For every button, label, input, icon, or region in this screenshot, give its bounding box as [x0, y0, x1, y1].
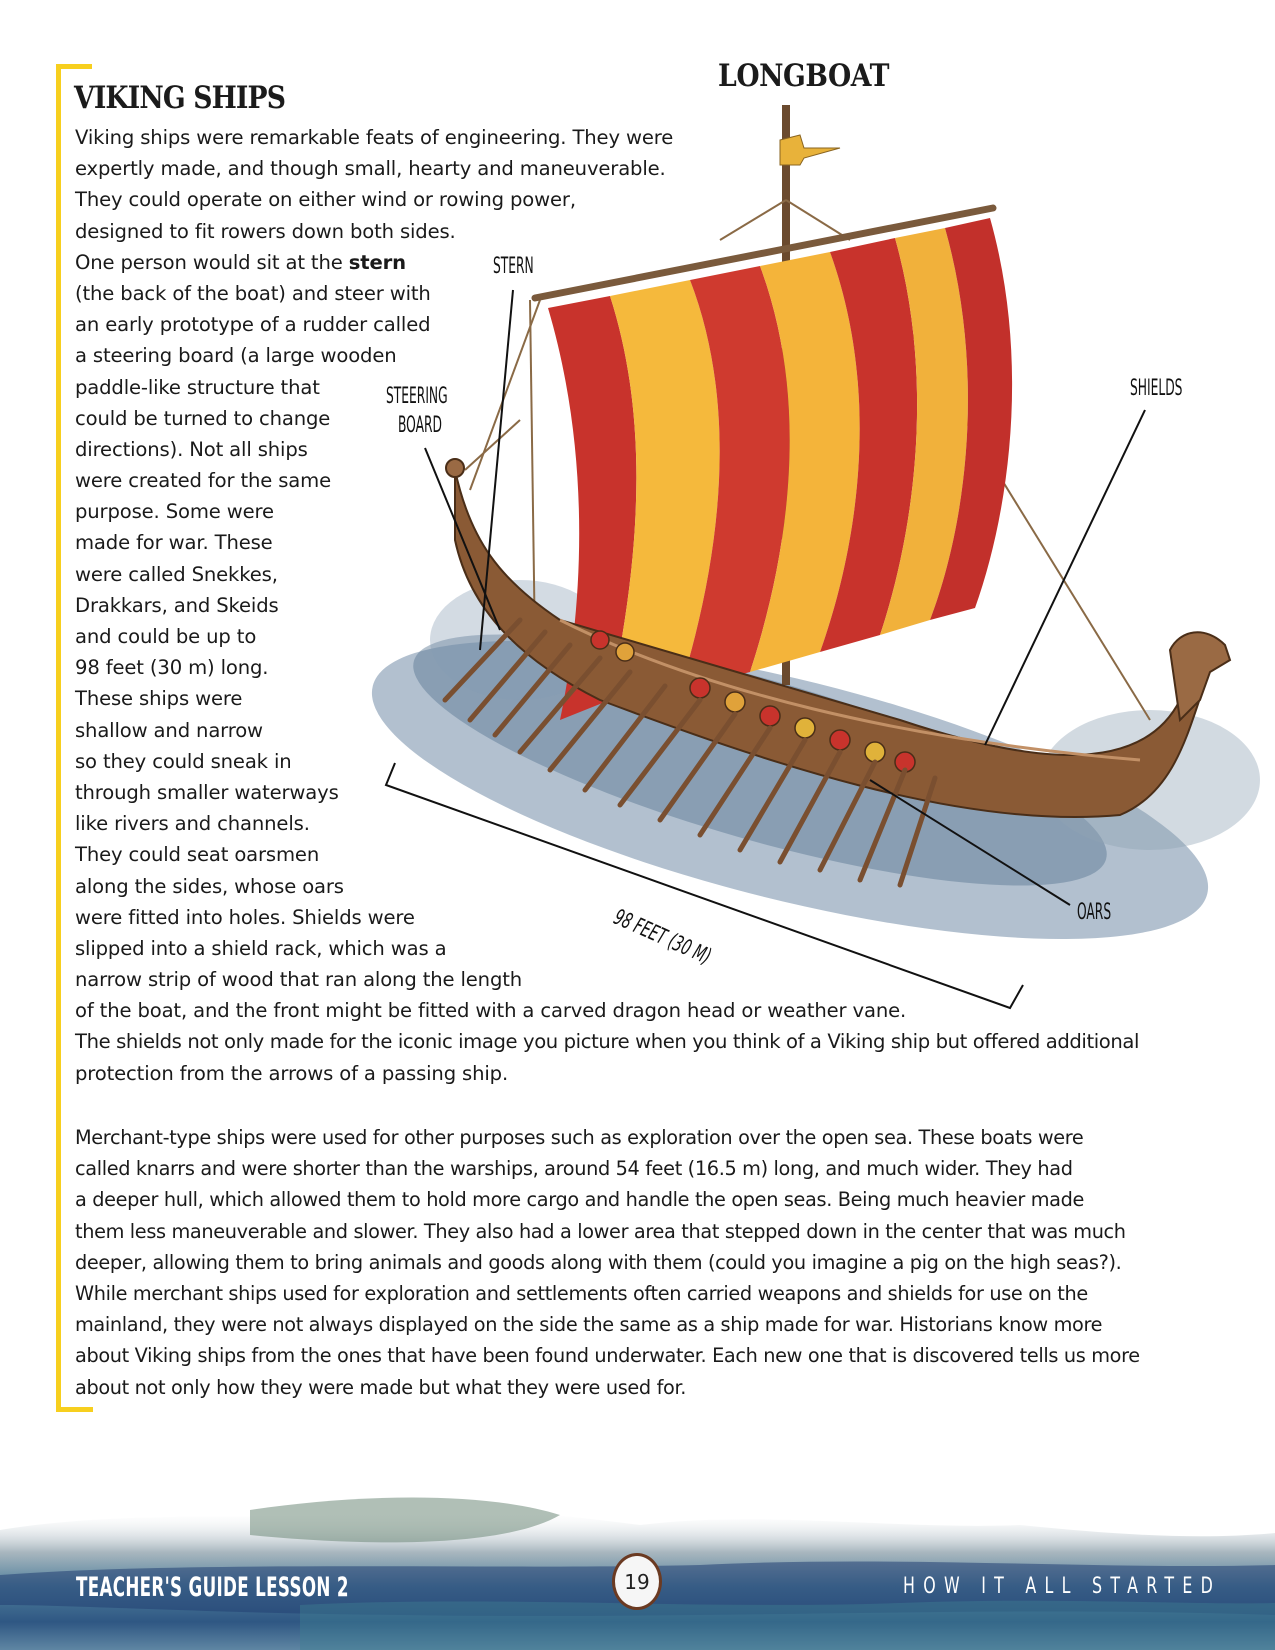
body-line: a steering board (a large wooden: [75, 344, 397, 368]
body-line: deeper, allowing them to bring animals and goods along with them (could you imagine a pig on the high seas?).: [75, 1250, 1122, 1274]
footer-chapter-label: HOW IT ALL STARTED: [903, 1574, 1222, 1599]
body-line: designed to fit rowers down both sides.: [75, 219, 456, 243]
label-oars: OARS: [1077, 900, 1112, 925]
body-line: could be turned to change: [75, 406, 331, 430]
body-line: narrow strip of wood that ran along the length: [75, 968, 523, 992]
body-line: through smaller waterways: [75, 780, 339, 804]
body-line: 98 feet (30 m) long.: [75, 656, 269, 680]
body-line: about not only how they were made but what they were used for.: [75, 1375, 687, 1399]
illustration-title: LONGBOAT: [718, 58, 889, 94]
body-line: Merchant-type ships were used for other purposes such as exploration over the open sea. These boats were: [75, 1126, 1084, 1149]
body-line: were created for the same: [75, 469, 332, 493]
body-line: mainland, they were not always displayed on the side the same as a ship made for war. Historians know more: [75, 1313, 1103, 1337]
body-line: so they could sneak in: [75, 749, 292, 773]
footer-guide-label: TEACHER'S GUIDE LESSON 2: [76, 1572, 349, 1603]
body-line: These ships were: [75, 687, 243, 711]
body-line: Viking ships were remarkable feats of engineering. They were: [75, 126, 674, 149]
body-line: an early prototype of a rudder called: [75, 313, 431, 337]
body-line: paddle-like structure that: [75, 375, 320, 399]
accent-bracket-bottom: [56, 1407, 93, 1412]
body-line: and could be up to: [75, 625, 257, 648]
body-line: [75, 247, 1139, 278]
body-line: expertly made, and though small, hearty and maneuverable.: [75, 157, 666, 181]
accent-bracket: [56, 64, 61, 1412]
section-title: VIKING SHIPS: [74, 80, 286, 116]
body-line: were called Snekkes,: [75, 562, 278, 586]
body-line: directions). Not all ships: [75, 437, 308, 461]
body-line: They could seat oarsmen: [75, 843, 320, 867]
body-line: them less maneuverable and slower. They also had a lower area that stepped down in the center that was much: [75, 1219, 1126, 1243]
body-text: One person would sit at the: [75, 250, 349, 274]
accent-bracket-top: [56, 64, 92, 69]
body-line: about Viking ships from the ones that have been found underwater. Each new one that is discovered tells us more: [75, 1344, 1140, 1368]
body-line: They could operate on either wind or rowing power,: [75, 188, 576, 212]
body-line: slipped into a shield rack, which was a: [75, 936, 447, 960]
body-line: shallow and narrow: [75, 718, 263, 742]
body-line: The shields not only made for the iconic image you picture when you think of a Viking ship but offered additional: [75, 1030, 1140, 1054]
body-line: made for war. These: [75, 531, 273, 555]
body-line: were fitted into holes. Shields were: [75, 905, 415, 929]
term-stern: stern: [348, 250, 406, 274]
label-steering-board-line1: STEERING: [386, 384, 448, 409]
label-stern: STERN: [493, 254, 534, 279]
body-line: of the boat, and the front might be fitted with a carved dragon head or weather vane.: [75, 999, 907, 1023]
body-line: Drakkars, and Skeids: [75, 593, 279, 617]
body-line: While merchant ships used for exploration and settlements often carried weapons and shields for use on the: [75, 1281, 1088, 1305]
body-line: purpose. Some were: [75, 500, 274, 524]
paragraph-warships: [75, 122, 1139, 1089]
body-line: called knarrs and were shorter than the warships, around 54 feet (16.5 m) long, and much wider. They had: [75, 1157, 1073, 1181]
paragraph-merchant-ships: [75, 1122, 1140, 1403]
body-line: protection from the arrows of a passing ship.: [75, 1061, 509, 1085]
body-line: along the sides, whose oars: [75, 874, 344, 898]
body-line: (the back of the boat) and steer with: [75, 281, 431, 305]
label-length-dimension: 98 FEET (30 M): [609, 905, 715, 970]
body-line: like rivers and channels.: [75, 812, 310, 836]
label-steering-board-line2: BOARD: [398, 413, 442, 438]
label-shields: SHIELDS: [1130, 376, 1183, 401]
body-line: a deeper hull, which allowed them to hold more cargo and handle the open seas. Being much heavier made: [75, 1188, 1084, 1212]
page-number: 19: [612, 1553, 662, 1610]
